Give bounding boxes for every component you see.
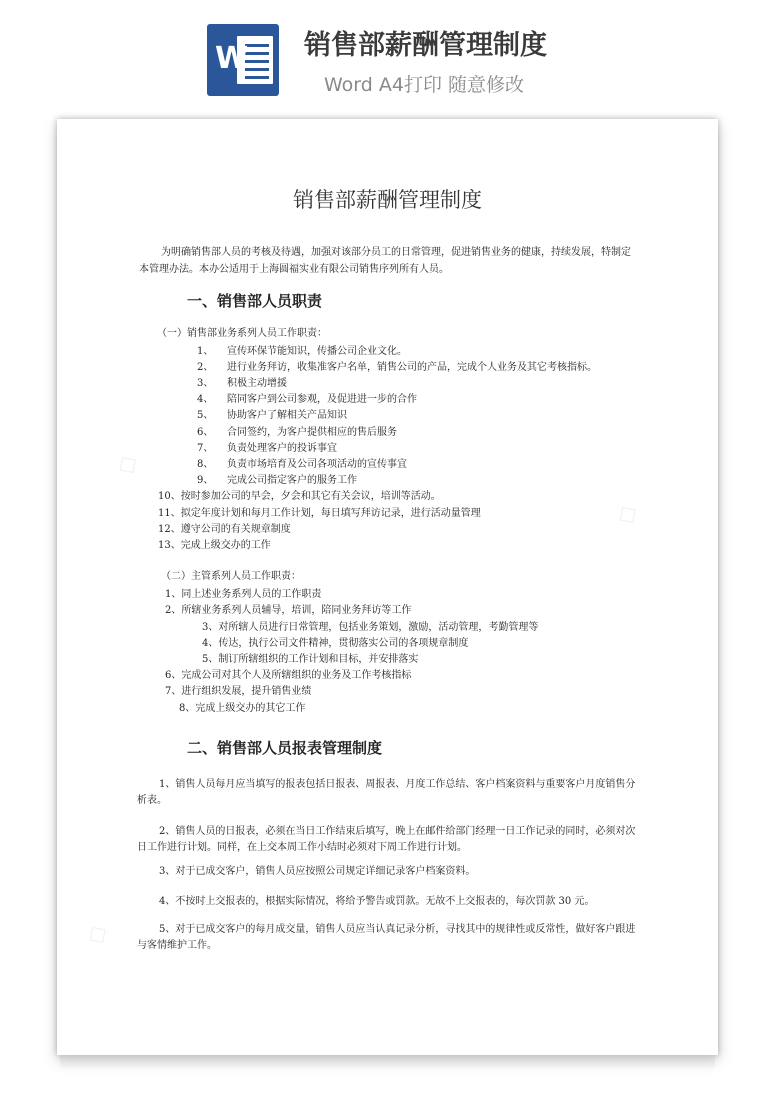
report-paragraph: 1、销售人员每月应当填写的报表包括日报表、周报表、月度工作总结、客户档案资料与重要客户月度销售分析表。 (137, 779, 636, 806)
list-item: 5、制订所辖组织的工作计划和目标，并安排落实 (202, 654, 419, 665)
document-title: 销售部薪酬管理制度 (293, 188, 482, 212)
sub1-heading: （一）销售部业务系列人员工作职责： (157, 328, 327, 339)
word-icon-letter: W (215, 41, 249, 76)
list-item: 2、 进行业务拜访，收集准客户名单，销售公司的产品，完成个人业务及其它考核指标。 (197, 362, 597, 373)
list-item: 7、进行组织发展，提升销售业绩 (165, 686, 312, 697)
list-item: 11、拟定年度计划和每月工作计划，每日填写拜访记录，进行活动量管理 (158, 508, 481, 519)
list-item: 7、 负责处理客户的投诉事宜 (197, 443, 337, 454)
banner-subtitle: Word A4打印 随意修改 (324, 74, 525, 96)
section2-heading: 二、销售部人员报表管理制度 (187, 739, 383, 757)
report-paragraph: 2、销售人员的日报表，必须在当日工作结束后填写，晚上在邮件给部门经理一日工作记录的同时，必须对次日工作进行计划。同样，在上交本周工作小结时必须对下周工作进行计划。 (137, 826, 636, 853)
list-item: 1、同上述业务系列人员的工作职责 (165, 589, 322, 600)
document-page (57, 119, 718, 1055)
list-item: 10、按时参加公司的早会，夕会和其它有关会议，培训等活动。 (158, 491, 441, 502)
list-item: 6、完成公司对其个人及所辖组织的业务及工作考核指标 (165, 670, 412, 681)
section1-heading: 一、销售部人员职责 (187, 292, 323, 310)
list-item: 6、 合同签约，为客户提供相应的售后服务 (197, 427, 397, 438)
list-item: 2、所辖业务系列人员辅导，培训，陪同业务拜访等工作 (165, 605, 412, 616)
report-paragraph: 4、不按时上交报表的，根据实际情况，将给予警告或罚款。无故不上交报表的，每次罚款 30 元。 (159, 896, 595, 907)
list-item: 4、传达，执行公司文件精神，贯彻落实公司的各项规章制度 (202, 638, 469, 649)
list-item: 12、遵守公司的有关规章制度 (158, 524, 291, 535)
list-item: 8、完成上级交办的其它工作 (179, 703, 306, 714)
list-item: 8、 负责市场培育及公司各项活动的宣传事宜 (197, 459, 407, 470)
page-shadow (60, 1055, 715, 1069)
header-banner (0, 0, 774, 118)
report-paragraph: 5、对于已成交客户的每月成交量，销售人员应当认真记录分析，寻找其中的规律性或反常性，做好客户跟进与客情维护工作。 (137, 924, 636, 951)
list-item: 3、 积极主动增援 (197, 378, 287, 389)
list-item: 4、 陪同客户到公司参观，及促进进一步的合作 (197, 394, 417, 405)
watermark-mark: ◇ (610, 495, 644, 533)
sub2-heading: （二）主管系列人员工作职责： (161, 571, 301, 582)
list-item: 9、 完成公司指定客户的服务工作 (197, 475, 357, 486)
banner-title: 销售部薪酬管理制度 (304, 30, 547, 61)
watermark-mark: ◇ (110, 445, 144, 483)
intro-paragraph: 为明确销售部人员的考核及待遇，加强对该部分员工的日常管理，促进销售业务的健康，持续发展，特制定本管理办法。本办公适用于上海圆福实业有限公司销售序列所有人员。 (139, 247, 631, 275)
list-item: 1、 宣传环保节能知识，传播公司企业文化。 (197, 346, 407, 357)
list-item: 13、完成上级交办的工作 (158, 540, 271, 551)
list-item: 3、对所辖人员进行日常管理，包括业务策划，激励，活动管理，考勤管理等 (202, 622, 539, 633)
word-icon (207, 24, 279, 96)
report-paragraph: 3、对于已成交客户，销售人员应按照公司规定详细记录客户档案资料。 (159, 866, 476, 877)
list-item: 5、 协助客户了解相关产品知识 (197, 410, 347, 421)
watermark-mark: ◇ (80, 915, 114, 953)
